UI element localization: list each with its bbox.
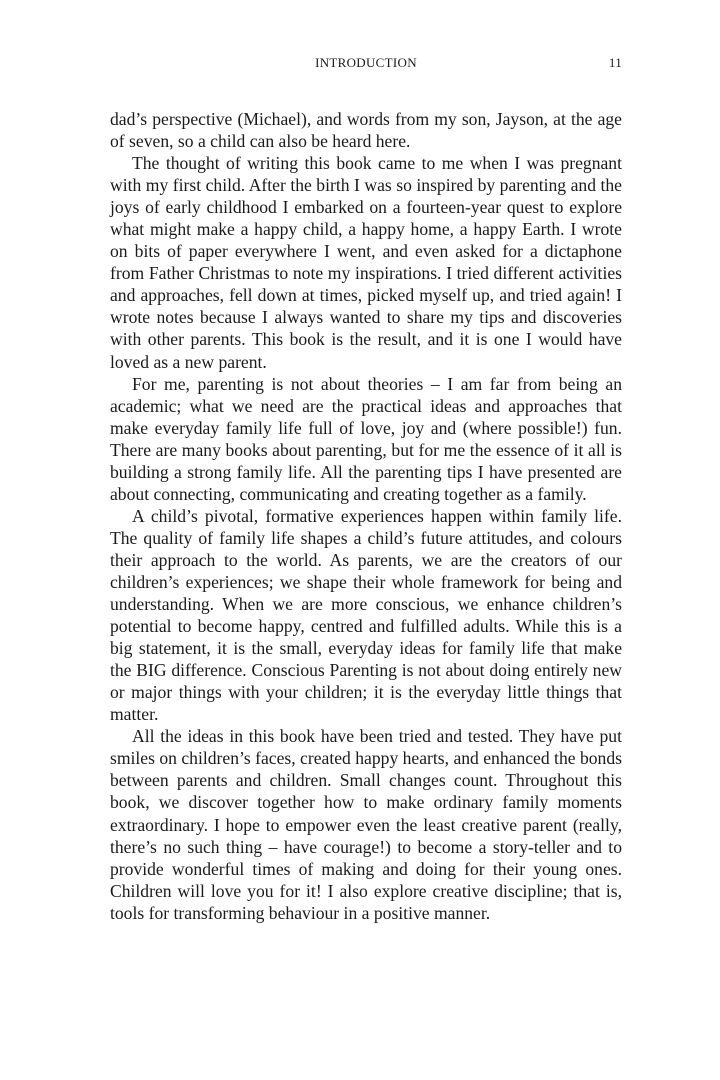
running-head [110, 55, 622, 75]
paragraph: A child’s pivotal, formative experiences happen within family life. The quality of family life shapes a child’s future attitudes, and colours their approach to the world. As parents, we are the creators of our children’s experiences; we shape their whole framework for being and understanding. When we are more conscious, we enhance children’s potential to become happy, centred and fulfilled adults. While this is a big statement, it is the small, everyday ideas for family life that make the BIG difference. Conscious Parenting is not about doing entirely new or major things with your children; it is the everyday little things that matter. [110, 505, 622, 725]
running-title: INTRODUCTION [315, 55, 417, 70]
paragraph: All the ideas in this book have been tried and tested. They have put smiles on children’s faces, created happy hearts, and enhanced the bonds between parents and children. Small changes count. Throughout this book, we discover together how to make ordinary family moments extraordinary. I hope to empower even the least creative parent (really, there’s no such thing – have courage!) to become a story-teller and to provide wonderful times of making and doing for their young ones. Children will love you for it! I also explore creative discipline; that is, tools for transforming behaviour in a positive manner. [110, 726, 622, 923]
paragraph: The thought of writing this book came to me when I was pregnant with my first child. After the birth I was so inspired by parenting and the joys of early childhood I embarked on a fourteen-year quest to explore what might make a happy child, a happy home, a happy Earth. I wrote on bits of paper everywhere I went, and even asked for a dictaphone from Father Christmas to note my inspirations. I tried different activities and approaches, fell down at times, picked myself up, and tried again! I wrote notes because I always wanted to share my tips and discoveries with other parents. This book is the result, and it is one I would have loved as a new parent. [110, 153, 622, 372]
page-number: 11 [608, 55, 622, 70]
body-text [110, 108, 622, 924]
paragraph: For me, parenting is not about theories – I am far from being an academic; what we need are the practical ideas and approaches that make everyday family life full of love, joy and (where possible!) fun. There are many books about parenting, but for me the essence of it all is building a strong family life. All the parenting tips I have presented are about connecting, communicating and creating together as a family. [110, 373, 622, 504]
paragraph-continued: dad’s perspective (Michael), and words from my son, Jayson, at the age of seven, so a child can also be heard here. [110, 109, 622, 152]
